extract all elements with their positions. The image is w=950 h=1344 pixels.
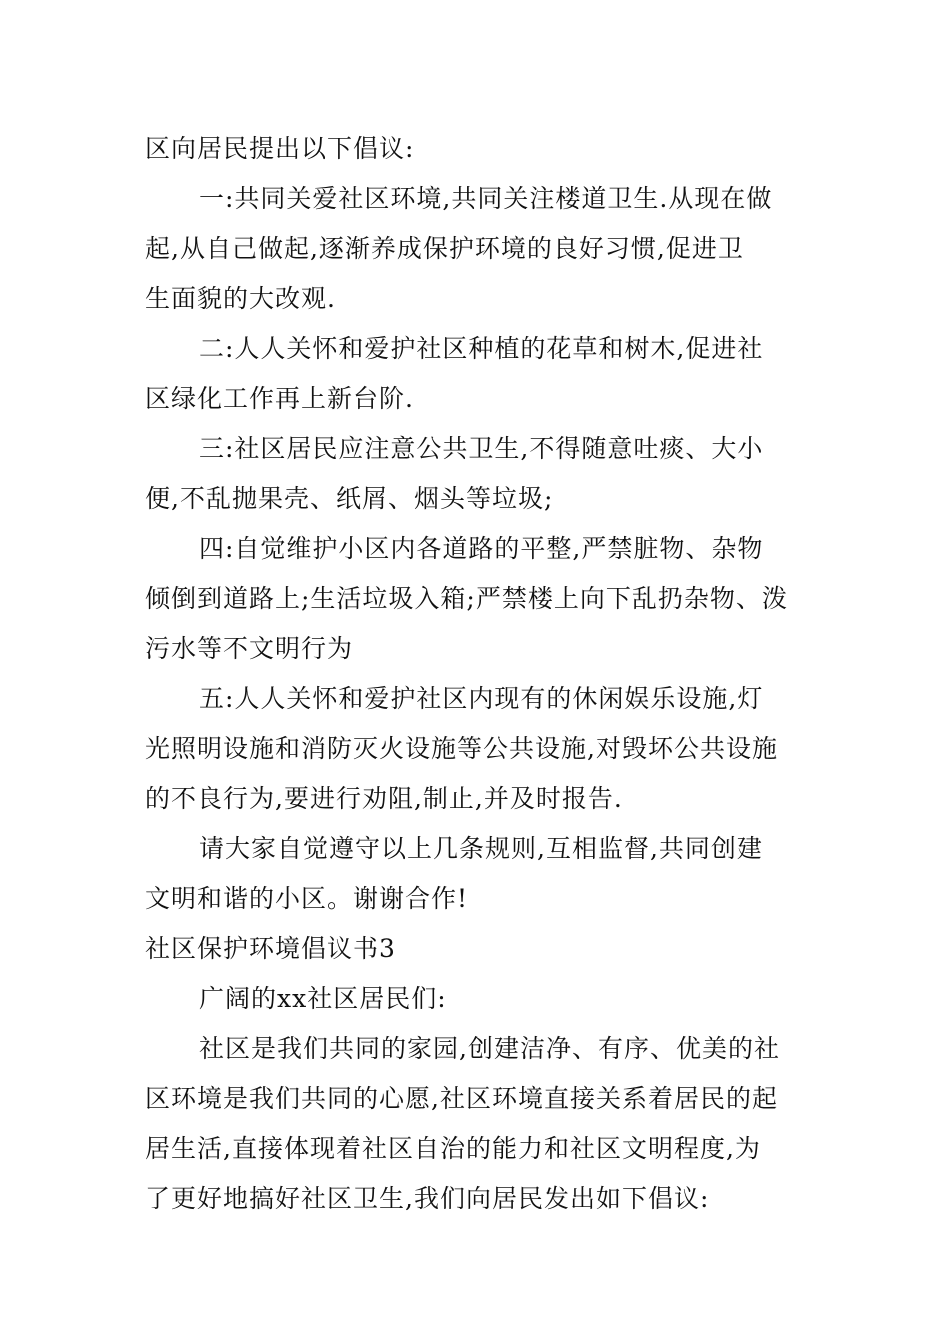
text-line: 了更好地搞好社区卫生,我们向居民发出如下倡议: — [145, 1184, 710, 1213]
text-line: 倾倒到道路上;生活垃圾入箱;严禁楼上向下乱扔杂物、泼 — [145, 584, 788, 613]
proposal-two-line: 二:人人关怀和爱护社区种植的花草和树木,促进社 — [199, 334, 764, 363]
proposal-five-line: 五:人人关怀和爱护社区内现有的休闲娱乐设施,灯 — [199, 684, 764, 713]
text-line: 区绿化工作再上新台阶. — [145, 384, 414, 413]
salutation-line: 广阔的xx社区居民们: — [199, 984, 447, 1013]
text-line: 的不良行为,要进行劝阻,制止,并及时报告. — [145, 784, 623, 813]
intro-line: 社区是我们共同的家园,创建洁净、有序、优美的社 — [199, 1034, 780, 1063]
text-line: 文明和谐的小区。谢谢合作! — [145, 884, 469, 913]
text-line: 区环境是我们共同的心愿,社区环境直接关系着居民的起 — [145, 1084, 778, 1113]
document-body — [145, 124, 810, 1224]
text-line: 起,从自己做起,逐渐养成保护环境的良好习惯,促进卫 — [145, 234, 744, 263]
section-heading: 社区保护环境倡议书3 — [145, 934, 396, 963]
text-line: 生面貌的大改观. — [145, 284, 336, 313]
closing-line: 请大家自觉遵守以上几条规则,互相监督,共同创建 — [199, 834, 763, 863]
text-line: 居生活,直接体现着社区自治的能力和社区文明程度,为 — [145, 1134, 761, 1163]
text-line: 污水等不文明行为 — [145, 634, 354, 663]
proposal-three-line: 三:社区居民应注意公共卫生,不得随意吐痰、大小 — [199, 434, 764, 463]
text-line: 便,不乱抛果壳、纸屑、烟头等垃圾; — [145, 484, 554, 513]
text-line: 光照明设施和消防灭火设施等公共设施,对毁坏公共设施 — [145, 734, 778, 763]
proposal-one-line: 一:共同关爱社区环境,共同关注楼道卫生.从现在做 — [199, 184, 773, 213]
proposal-four-line: 四:自觉维护小区内各道路的平整,严禁脏物、杂物 — [199, 534, 764, 563]
text-line: 区向居民提出以下倡议: — [145, 134, 415, 163]
